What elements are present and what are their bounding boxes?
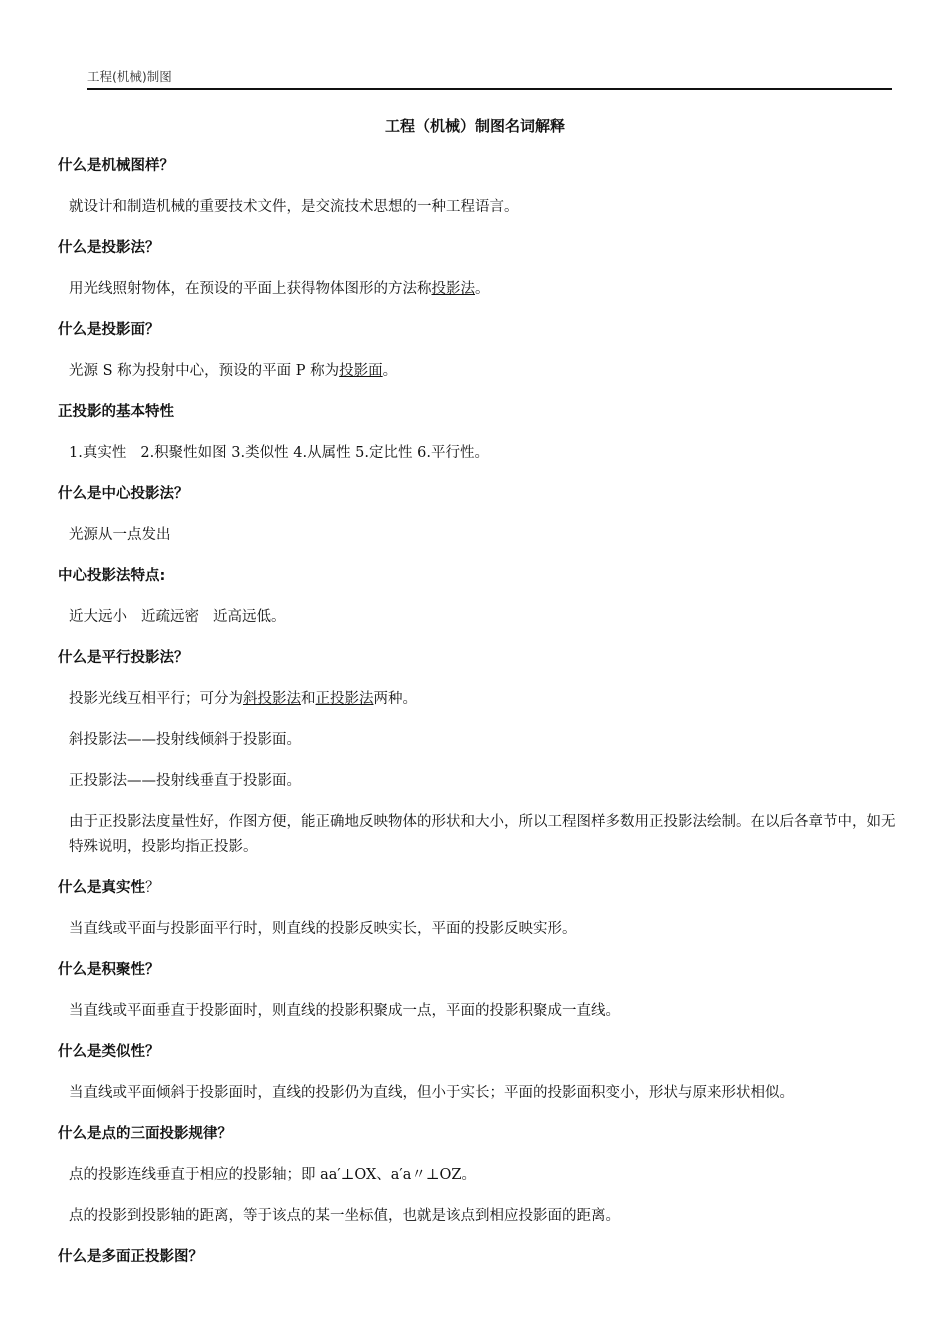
section-central-projection (58, 482, 908, 547)
answer-paragraph (69, 359, 908, 383)
answer-paragraph: 由于正投影法度量性好，作图方便，能正确地反映物体的形状和大小，所以工程图样多数用正投影法绘制。在以后各章节中，如无特殊说明，投影均指正投影。 (69, 814, 896, 855)
answer-paragraph: 当直线或平面与投影面平行时，则直线的投影反映实长，平面的投影反映实形。 (69, 921, 577, 937)
page-header (87, 66, 892, 90)
answer-text: 两种。 (373, 691, 417, 707)
document-body (58, 154, 908, 1286)
answer-text: 。 (475, 281, 490, 297)
answer-paragraph (69, 605, 908, 629)
section-multiview-projection (58, 1245, 908, 1269)
underlined-term: 投影法 (431, 281, 475, 297)
feature-item: 近高远低。 (213, 609, 286, 625)
answer-text: 光源 S 称为投射中心，预设的平面 P 称为 (69, 363, 340, 379)
question-mark: ？ (145, 880, 160, 896)
section-projection-plane (58, 318, 908, 383)
section-orthographic-properties (58, 400, 908, 465)
section-projection-method (58, 236, 908, 301)
section-parallel-projection (58, 646, 908, 860)
answer-paragraph (69, 277, 908, 301)
document-title: 工程（机械）制图名词解释 (384, 117, 565, 135)
question-heading: 中心投影法特点: (58, 568, 166, 584)
section-mechanical-drawing (58, 154, 908, 219)
underlined-term: 正投影法 (315, 691, 374, 707)
question-heading: 什么是多面正投影图？ (58, 1249, 203, 1265)
section-point-projection-rules (58, 1122, 908, 1228)
question-heading: 什么是投影法？ (58, 240, 160, 256)
answer-paragraph: 斜投影法——投射线倾斜于投影面。 (69, 732, 301, 748)
answer-paragraph: 当直线或平面垂直于投影面时，则直线的投影积聚成一点，平面的投影积聚成一直线。 (69, 1003, 620, 1019)
property-item: 1.真实性 (69, 445, 127, 461)
answer-paragraph: 点的投影到投影轴的距离，等于该点的某一坐标值，也就是该点到相应投影面的距离。 (69, 1208, 620, 1224)
answer-paragraph: 当直线或平面倾斜于投影面时，直线的投影仍为直线，但小于实长；平面的投影面积变小，形状与原来形状相似。 (69, 1085, 794, 1101)
question-heading: 什么是平行投影法？ (58, 650, 189, 666)
property-list: 2.积聚性如图 3.类似性 4.从属性 5.定比性 6.平行性。 (140, 445, 489, 461)
question-heading: 什么是机械图样？ (58, 158, 174, 174)
section-central-projection-features (58, 564, 908, 629)
answer-paragraph: 就设计和制造机械的重要技术文件，是交流技术思想的一种工程语言。 (69, 199, 519, 215)
answer-paragraph: 点的投影连线垂直于相应的投影轴；即 aa′⊥OX、a′a〃⊥OZ。 (69, 1167, 476, 1183)
answer-text: 和 (301, 691, 316, 707)
question-text: 什么是真实性 (58, 880, 145, 896)
feature-item: 近大远小 (69, 609, 127, 625)
question-heading: 什么是类似性？ (58, 1044, 160, 1060)
answer-paragraph: 正投影法——投射线垂直于投影面。 (69, 773, 301, 789)
question-heading: 正投影的基本特性 (58, 404, 174, 420)
answer-paragraph: 光源从一点发出 (69, 527, 171, 543)
question-heading: 什么是投影面？ (58, 322, 160, 338)
question-heading: 什么是中心投影法？ (58, 486, 189, 502)
running-title: 工程(机械)制图 (87, 69, 172, 84)
answer-text: 投影光线互相平行；可分为 (69, 691, 243, 707)
answer-paragraph (69, 687, 908, 711)
answer-paragraph (69, 441, 908, 465)
feature-item: 近疏远密 (141, 609, 199, 625)
section-accumulation (58, 958, 908, 1023)
question-heading (58, 876, 908, 900)
question-heading: 什么是积聚性？ (58, 962, 160, 978)
answer-text: 用光线照射物体，在预设的平面上获得物体图形的方法称 (69, 281, 432, 297)
question-heading: 什么是点的三面投影规律？ (58, 1126, 232, 1142)
section-true-shape (58, 876, 908, 941)
underlined-term: 斜投影法 (243, 691, 301, 707)
section-similarity (58, 1040, 908, 1105)
answer-text: 。 (382, 363, 398, 379)
underlined-term: 投影面 (339, 363, 383, 379)
